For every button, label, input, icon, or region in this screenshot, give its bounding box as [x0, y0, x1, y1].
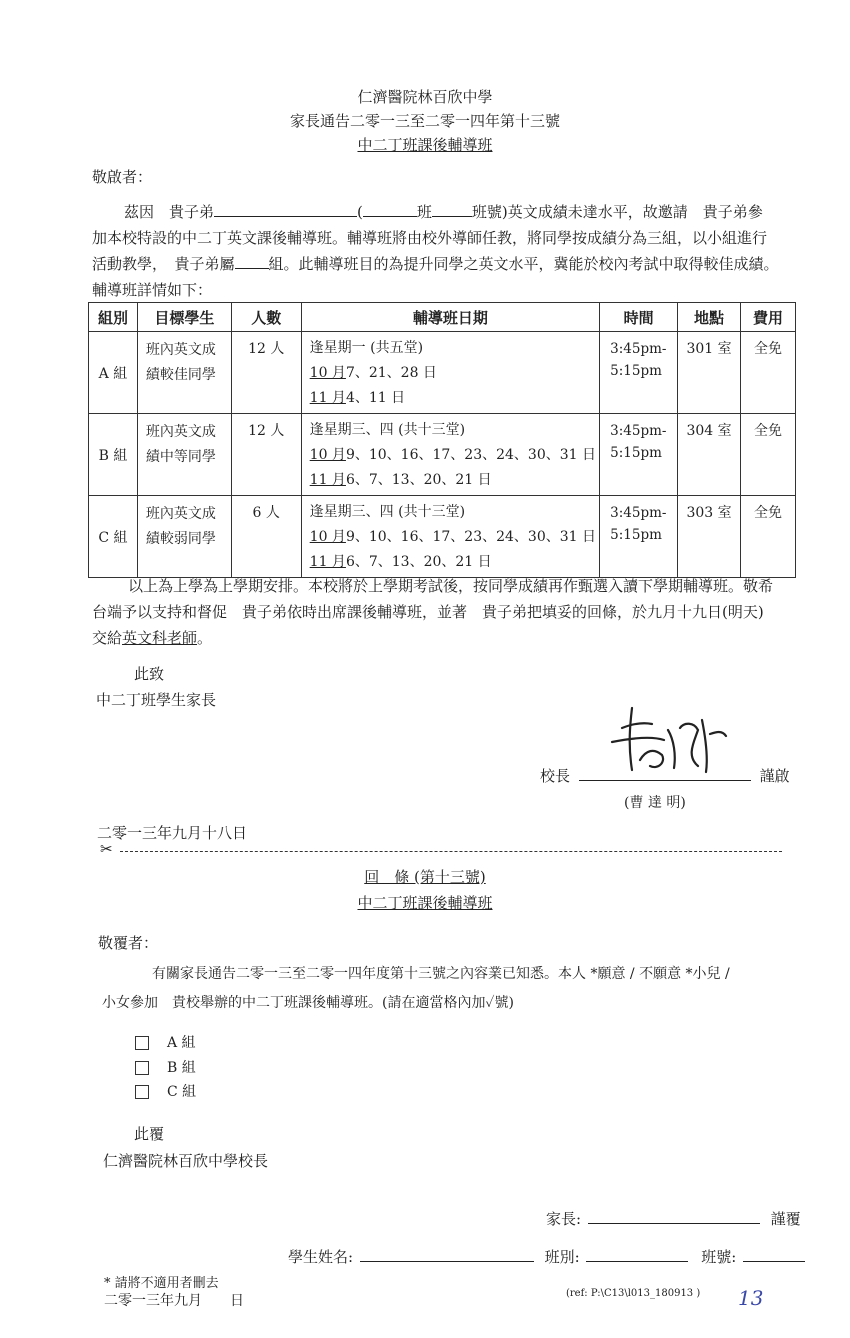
- reply-salutation: 敬覆者：: [98, 934, 159, 952]
- reply-recipient: 仁濟醫院林百欣中學校長: [103, 1152, 269, 1170]
- checkbox-c[interactable]: [135, 1085, 149, 1099]
- scissors-icon: ✂: [100, 840, 113, 858]
- group-blank[interactable]: [235, 254, 269, 269]
- table-row: [89, 496, 796, 578]
- cut-line: [100, 840, 782, 858]
- reply-line1: 有關家長通告二零一三至二零一四年度第十三號之內容業已知悉。本人 *願意 / 不願意 *小兒 /: [152, 966, 730, 982]
- principal-signature-blank: [579, 766, 751, 781]
- cell-fee: 全免: [741, 496, 796, 578]
- parent-sign-line: 家長: 謹覆: [546, 1210, 801, 1228]
- cell-time: 3:45pm- 5:15pm: [600, 414, 678, 496]
- cell-target: 班內英文成 績較弱同學: [137, 496, 231, 578]
- notice-date: 二零一三年九月十八日: [97, 824, 248, 842]
- table-row: [89, 414, 796, 496]
- student-info-line: 學生姓名: 班別: 班號:: [288, 1246, 805, 1267]
- reply-date: 二零一三年九月 日: [104, 1293, 244, 1309]
- cell-group: A 組: [89, 332, 138, 414]
- schedule-table: [88, 302, 796, 578]
- table-header-row: [89, 303, 796, 332]
- header-fee: 費用: [741, 303, 796, 332]
- header-time: 時間: [600, 303, 678, 332]
- option-c[interactable]: C 組: [135, 1081, 196, 1101]
- reply-subject: 中二丁班課後輔導班: [357, 894, 493, 912]
- cell-count: 12 人: [231, 414, 301, 496]
- class-number-blank[interactable]: [432, 202, 472, 217]
- student-name-field[interactable]: [360, 1247, 534, 1262]
- footnote: * 請將不適用者刪去: [104, 1276, 219, 1291]
- para1-line4: 輔導班詳情如下：: [92, 281, 213, 299]
- notice-subject: 中二丁班課後輔導班: [357, 136, 493, 154]
- cell-count: 6 人: [231, 496, 301, 578]
- cell-venue: 303 室: [678, 496, 741, 578]
- student-name-blank[interactable]: [214, 202, 357, 217]
- ci-fu: 此覆: [134, 1125, 165, 1143]
- header-venue: 地點: [678, 303, 741, 332]
- cell-dates: 逢星期三、四 (共十三堂) 10 月9、10、16、17、23、24、30、31 日 11 月6、7、13、20、21 日: [301, 496, 599, 578]
- cell-venue: 304 室: [678, 414, 741, 496]
- reference-code: (ref: P:\C13\l013_180913 ): [566, 1288, 701, 1299]
- cell-group: C 組: [89, 496, 138, 578]
- class-number-field[interactable]: [743, 1247, 805, 1262]
- notice-number: 家長通告二零一三至二零一四年第十三號: [289, 112, 560, 130]
- cell-target: 班內英文成 績較佳同學: [137, 332, 231, 414]
- class-blank[interactable]: [363, 202, 417, 217]
- checkbox-a[interactable]: [135, 1036, 149, 1050]
- principal-sign-line: 校長 謹啟: [540, 767, 790, 785]
- cell-dates: 逢星期一 (共五堂) 10 月7、21、28 日 11 月4、11 日: [301, 332, 599, 414]
- cell-fee: 全免: [741, 414, 796, 496]
- cell-venue: 301 室: [678, 332, 741, 414]
- cell-time: 3:45pm- 5:15pm: [600, 496, 678, 578]
- reply-line2: 小女參加 貴校舉辦的中二丁班課後輔導班。(請在適當格內加✓號): [102, 995, 514, 1011]
- cell-dates: 逢星期三、四 (共十三堂) 10 月9、10、16、17、23、24、30、31 日 11 月6、7、13、20、21 日: [301, 414, 599, 496]
- para1-line2: 加本校特設的中二丁英文課後輔導班。輔導班將由校外導師任教，將同學按成績分為三組，以小組進行: [92, 229, 768, 247]
- para1-line3: 活動教學， 貴子弟屬 組。此輔導班目的為提升同學之英文水平，冀能於校內考試中取得較佳成績。: [92, 255, 779, 273]
- handwritten-number: 13: [738, 1286, 764, 1310]
- para1-line1: 茲因 貴子弟 ( 班 班號)英文成績未達水平，故邀請 貴子弟參: [124, 203, 763, 221]
- class-field[interactable]: [586, 1247, 688, 1262]
- option-a[interactable]: A 組: [135, 1032, 196, 1052]
- para2-line3: 交給英文科老師。: [92, 629, 213, 647]
- header-dates: 輔導班日期: [301, 303, 599, 332]
- ci-zhi: 此致: [134, 665, 165, 683]
- option-b[interactable]: B 組: [135, 1057, 196, 1077]
- cell-time: 3:45pm- 5:15pm: [600, 332, 678, 414]
- salutation: 敬啟者：: [92, 168, 153, 186]
- cell-count: 12 人: [231, 332, 301, 414]
- cell-group: B 組: [89, 414, 138, 496]
- cell-target: 班內英文成 績中等同學: [137, 414, 231, 496]
- reply-title: 回 條 (第十三號): [364, 868, 486, 886]
- table-row: [89, 332, 796, 414]
- header-count: 人數: [231, 303, 301, 332]
- parent-signature-blank[interactable]: [588, 1209, 760, 1224]
- para2-line1: 以上為上學為上學期安排。本校將於上學期考試後，按同學成績再作甄選入讀下學期輔導班。敬希: [128, 577, 774, 595]
- school-name: 仁濟醫院林百欣中學: [357, 88, 493, 106]
- checkbox-b[interactable]: [135, 1061, 149, 1075]
- header-group: 組別: [89, 303, 138, 332]
- principal-name: (曹 達 明): [624, 795, 686, 811]
- letter-recipient: 中二丁班學生家長: [96, 691, 217, 709]
- cell-fee: 全免: [741, 332, 796, 414]
- header-target: 目標學生: [137, 303, 231, 332]
- para2-line2: 台端予以支持和督促 貴子弟依時出席課後輔導班，並著 貴子弟把填妥的回條，於九月十九日(明天): [92, 603, 764, 621]
